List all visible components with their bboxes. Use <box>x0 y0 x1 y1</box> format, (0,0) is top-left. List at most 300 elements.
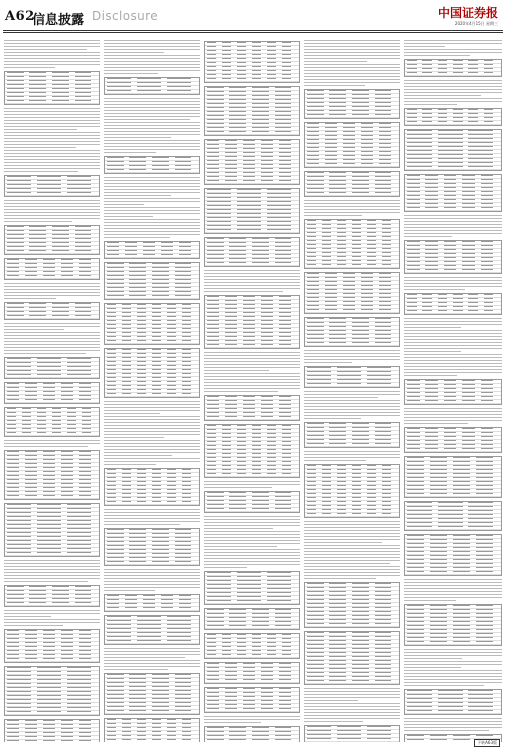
table-cell <box>207 99 224 100</box>
table-cell <box>67 516 91 517</box>
text-line <box>404 289 465 290</box>
table-cell <box>407 134 432 135</box>
table-cell <box>329 644 346 645</box>
text-line <box>104 43 200 44</box>
table-cell <box>152 690 169 691</box>
table-cell <box>25 467 37 468</box>
table-cell <box>175 291 192 292</box>
table-cell <box>52 246 69 247</box>
table-cell <box>237 78 246 79</box>
section-title-en: Disclosure <box>92 9 159 23</box>
table-cell <box>182 481 191 482</box>
table-cell <box>29 92 46 93</box>
table-cell <box>352 106 369 107</box>
table-cell <box>67 699 91 700</box>
table-cell <box>375 188 392 189</box>
table-cell <box>122 393 131 394</box>
table-cell <box>468 302 478 303</box>
table-cell <box>307 493 316 494</box>
text-line <box>104 587 200 588</box>
table-cell <box>484 68 494 69</box>
table-cell <box>438 142 463 143</box>
table-cell <box>225 296 237 297</box>
table-cell <box>167 86 191 87</box>
table-cell <box>129 553 146 554</box>
table-cell <box>61 399 73 400</box>
table-cell <box>352 180 369 181</box>
table-cell <box>207 242 224 243</box>
table-cell <box>444 444 457 445</box>
table-cell <box>252 119 269 120</box>
table-cell <box>175 557 192 558</box>
table-cell <box>337 738 361 739</box>
table-cell <box>229 504 246 505</box>
table-cell <box>261 308 273 309</box>
table-cell <box>444 400 457 401</box>
table-cell <box>453 473 470 474</box>
table-cell <box>407 489 424 490</box>
table-cell <box>7 88 24 89</box>
text-line <box>4 40 100 41</box>
table-cell <box>75 92 92 93</box>
table-cell <box>407 522 432 523</box>
table-cell <box>167 473 176 474</box>
table-cell <box>407 690 432 691</box>
table-cell <box>252 78 261 79</box>
table-cell <box>279 172 291 173</box>
table-cell <box>52 242 69 243</box>
text-line <box>404 80 502 81</box>
table-row <box>5 192 99 196</box>
table-cell <box>152 377 161 378</box>
table-cell <box>37 192 61 193</box>
table-cell <box>237 205 261 206</box>
table-cell <box>462 195 475 196</box>
table-cell <box>267 576 291 577</box>
table-cell <box>261 300 273 301</box>
table-cell <box>107 283 124 284</box>
table-cell <box>67 412 76 413</box>
text-line <box>404 588 502 589</box>
table-cell <box>279 708 291 709</box>
table-cell <box>307 102 324 103</box>
table-cell <box>152 316 161 317</box>
text-line <box>104 125 200 126</box>
text-line <box>404 233 502 234</box>
text-line <box>204 722 261 723</box>
table-cell <box>425 191 438 192</box>
table-cell <box>182 385 191 386</box>
table-cell <box>122 328 131 329</box>
table-cell <box>79 463 91 464</box>
table-block <box>4 302 100 320</box>
table-cell <box>207 131 224 132</box>
table-cell <box>425 392 438 393</box>
table-cell <box>37 671 61 672</box>
table-cell <box>167 469 176 470</box>
table-cell <box>438 162 463 163</box>
table-cell <box>453 109 463 110</box>
table-cell <box>29 303 46 304</box>
table-cell <box>122 361 131 362</box>
text-line <box>404 591 502 592</box>
text-line <box>104 134 200 135</box>
table-cell <box>252 504 269 505</box>
text-line <box>304 542 382 543</box>
table-cell <box>476 469 493 470</box>
table-cell <box>422 60 432 61</box>
table-cell <box>122 477 131 478</box>
table-cell <box>279 180 291 181</box>
table-cell <box>175 169 192 170</box>
table-cell <box>52 100 69 101</box>
table-cell <box>462 388 475 389</box>
table-cell <box>261 708 273 709</box>
table-cell <box>29 246 46 247</box>
table-cell <box>430 617 447 618</box>
table-cell <box>352 505 361 506</box>
table-cell <box>207 152 219 153</box>
table-cell <box>25 736 37 737</box>
table-cell <box>476 605 493 606</box>
table-cell <box>43 271 55 272</box>
table-cell <box>67 548 91 549</box>
table-cell <box>243 312 255 313</box>
table-cell <box>107 161 124 162</box>
table-cell <box>337 240 346 241</box>
table-cell <box>182 489 191 490</box>
table-cell <box>43 263 55 264</box>
text-line <box>304 397 378 398</box>
table-cell <box>129 686 146 687</box>
table-cell <box>307 660 324 661</box>
text-line <box>204 564 300 565</box>
text-line <box>404 363 502 364</box>
table-cell <box>61 479 73 480</box>
table-cell <box>207 46 216 47</box>
table-cell <box>352 334 369 335</box>
table-cell <box>407 166 432 167</box>
table-cell <box>337 260 346 261</box>
table-cell <box>322 252 331 253</box>
text-line <box>304 712 400 713</box>
text-line <box>204 522 300 523</box>
table-cell <box>481 396 494 397</box>
table-cell <box>325 281 337 282</box>
table-cell <box>430 481 447 482</box>
table-cell <box>225 180 237 181</box>
table-cell <box>237 50 246 51</box>
table-row <box>305 163 399 167</box>
table-cell <box>438 154 463 155</box>
text-line <box>104 98 200 99</box>
table-cell <box>225 308 237 309</box>
table-cell <box>137 320 146 321</box>
table-cell <box>79 383 91 384</box>
text-line <box>4 168 100 169</box>
table-cell <box>7 76 24 77</box>
table-cell <box>430 477 447 478</box>
table-cell <box>61 650 73 651</box>
text-line <box>4 147 76 148</box>
table-cell <box>438 68 448 69</box>
table-cell <box>152 469 161 470</box>
table-cell <box>275 613 292 614</box>
table-cell <box>29 238 46 239</box>
table-cell <box>438 117 448 118</box>
table-cell <box>337 481 346 482</box>
text-line <box>304 721 363 722</box>
text-line <box>404 339 502 340</box>
table-cell <box>107 336 116 337</box>
table-cell <box>453 605 470 606</box>
table-cell <box>237 654 246 655</box>
table-cell <box>122 381 131 382</box>
table-cell <box>43 654 55 655</box>
table-cell <box>407 694 432 695</box>
table-cell <box>107 324 116 325</box>
table-cell <box>329 603 346 604</box>
table-cell <box>329 632 346 633</box>
table-cell <box>322 240 331 241</box>
table-cell <box>367 383 391 384</box>
table-cell <box>61 387 73 388</box>
table-cell <box>375 110 392 111</box>
table-cell <box>225 679 237 680</box>
table-cell <box>379 131 391 132</box>
table-cell <box>137 731 146 732</box>
table-cell <box>61 259 73 260</box>
table-cell <box>222 62 231 63</box>
table-cell <box>167 632 191 633</box>
table-cell <box>375 664 392 665</box>
table-cell <box>237 217 261 218</box>
table-cell <box>207 453 216 454</box>
table-cell <box>267 634 276 635</box>
table-cell <box>207 704 219 705</box>
table-cell <box>207 229 231 230</box>
text-line <box>4 117 100 118</box>
table-cell <box>152 312 161 313</box>
table-cell <box>407 617 424 618</box>
table-cell <box>137 357 146 358</box>
text-line <box>4 49 87 50</box>
table-cell <box>25 487 37 488</box>
table-block <box>104 262 200 300</box>
table-cell <box>307 473 316 474</box>
table-cell <box>52 88 69 89</box>
table-cell <box>125 599 137 600</box>
table-cell <box>462 428 475 429</box>
table-cell <box>152 541 169 542</box>
table-cell <box>407 559 424 560</box>
table-cell <box>107 599 119 600</box>
table-cell <box>252 127 269 128</box>
table-cell <box>462 384 475 385</box>
table-block <box>204 491 300 513</box>
table-cell <box>444 440 457 441</box>
text-line <box>104 204 144 205</box>
table-cell <box>79 387 91 388</box>
text-line <box>304 691 400 692</box>
table-cell <box>37 180 61 181</box>
table-cell <box>261 404 273 405</box>
table-cell <box>444 269 457 270</box>
table-cell <box>407 702 432 703</box>
table-cell <box>337 485 346 486</box>
text-line <box>304 418 361 419</box>
table-cell <box>207 600 231 601</box>
table-cell <box>222 441 231 442</box>
table-cell <box>307 738 331 739</box>
table-cell <box>207 180 219 181</box>
table-cell <box>382 232 391 233</box>
text-line <box>104 663 200 664</box>
table-cell <box>222 70 231 71</box>
table-cell <box>7 246 24 247</box>
table-cell <box>407 392 420 393</box>
table-cell <box>122 336 131 337</box>
table-cell <box>468 706 493 707</box>
table-cell <box>407 506 432 507</box>
table-cell <box>125 595 137 596</box>
text-line <box>4 625 63 626</box>
table-cell <box>167 640 191 641</box>
table-cell <box>322 248 331 249</box>
table-cell <box>267 62 276 63</box>
table-cell <box>75 234 92 235</box>
table-cell <box>375 322 392 323</box>
table-cell <box>175 263 192 264</box>
table-cell <box>237 189 261 190</box>
table-cell <box>7 720 19 721</box>
table-cell <box>481 207 494 208</box>
table-cell <box>222 646 231 647</box>
text-line <box>4 123 100 124</box>
table-cell <box>152 385 161 386</box>
table-cell <box>122 469 131 470</box>
table-cell <box>207 144 219 145</box>
table-cell <box>37 528 61 529</box>
table-cell <box>267 584 291 585</box>
text-line <box>404 585 502 586</box>
text-line <box>304 55 400 56</box>
table-block <box>304 317 400 347</box>
table-cell <box>352 632 369 633</box>
text-line <box>304 530 400 531</box>
table-cell <box>307 367 331 368</box>
table-cell <box>7 399 19 400</box>
text-line <box>204 484 300 485</box>
table-cell <box>207 140 219 141</box>
text-line <box>304 362 352 363</box>
table-cell <box>361 123 373 124</box>
text-line <box>104 666 200 667</box>
masthead <box>0 0 506 30</box>
table-cell <box>407 502 432 503</box>
table-cell <box>438 64 448 65</box>
table-cell <box>307 338 324 339</box>
table-cell <box>67 683 91 684</box>
table-cell <box>237 584 261 585</box>
table-cell <box>307 342 324 343</box>
table-cell <box>261 160 273 161</box>
table-cell <box>352 94 369 95</box>
table-cell <box>307 297 319 298</box>
text-line <box>204 540 300 541</box>
table-cell <box>207 54 216 55</box>
table-cell <box>252 107 269 108</box>
table-cell <box>453 535 470 536</box>
table-cell <box>207 176 219 177</box>
text-line <box>4 52 100 53</box>
table-cell <box>137 739 146 740</box>
table-cell <box>107 607 119 608</box>
table-cell <box>367 726 391 727</box>
table-cell <box>225 324 237 325</box>
table-cell <box>137 727 146 728</box>
text-line <box>304 49 400 50</box>
table-cell <box>453 617 470 618</box>
table-cell <box>43 634 55 635</box>
table-cell <box>282 465 291 466</box>
table-cell <box>122 739 131 740</box>
table-cell <box>279 300 291 301</box>
table-cell <box>282 461 291 462</box>
table-cell <box>107 529 124 530</box>
table-cell <box>207 429 216 430</box>
table-cell <box>282 62 291 63</box>
table-cell <box>79 642 91 643</box>
table-cell <box>481 400 494 401</box>
table-cell <box>207 675 219 676</box>
table-cell <box>382 465 391 466</box>
table-cell <box>422 306 432 307</box>
table-row <box>105 295 199 299</box>
table-cell <box>261 316 273 317</box>
table-block <box>4 71 100 105</box>
table-cell <box>407 641 424 642</box>
table-cell <box>152 537 169 538</box>
table-cell <box>261 296 273 297</box>
table-cell <box>468 710 493 711</box>
table-cell <box>453 489 470 490</box>
table-cell <box>407 543 424 544</box>
table-cell <box>282 638 291 639</box>
text-line <box>4 572 100 573</box>
table-row <box>105 169 199 173</box>
table-cell <box>52 226 69 227</box>
table-cell <box>252 437 261 438</box>
table-cell <box>207 473 216 474</box>
text-line <box>304 457 400 458</box>
table-cell <box>337 371 361 372</box>
table-row <box>305 192 399 196</box>
table-cell <box>407 461 424 462</box>
table-cell <box>43 467 55 468</box>
table-cell <box>29 590 46 591</box>
table-cell <box>207 168 219 169</box>
table-cell <box>222 42 231 43</box>
table-cell <box>107 369 116 370</box>
table-cell <box>167 90 191 91</box>
table-cell <box>261 416 273 417</box>
table-cell <box>484 310 494 311</box>
table-cell <box>267 646 276 647</box>
table-cell <box>79 487 91 488</box>
table-cell <box>125 254 137 255</box>
text-line <box>404 330 502 331</box>
